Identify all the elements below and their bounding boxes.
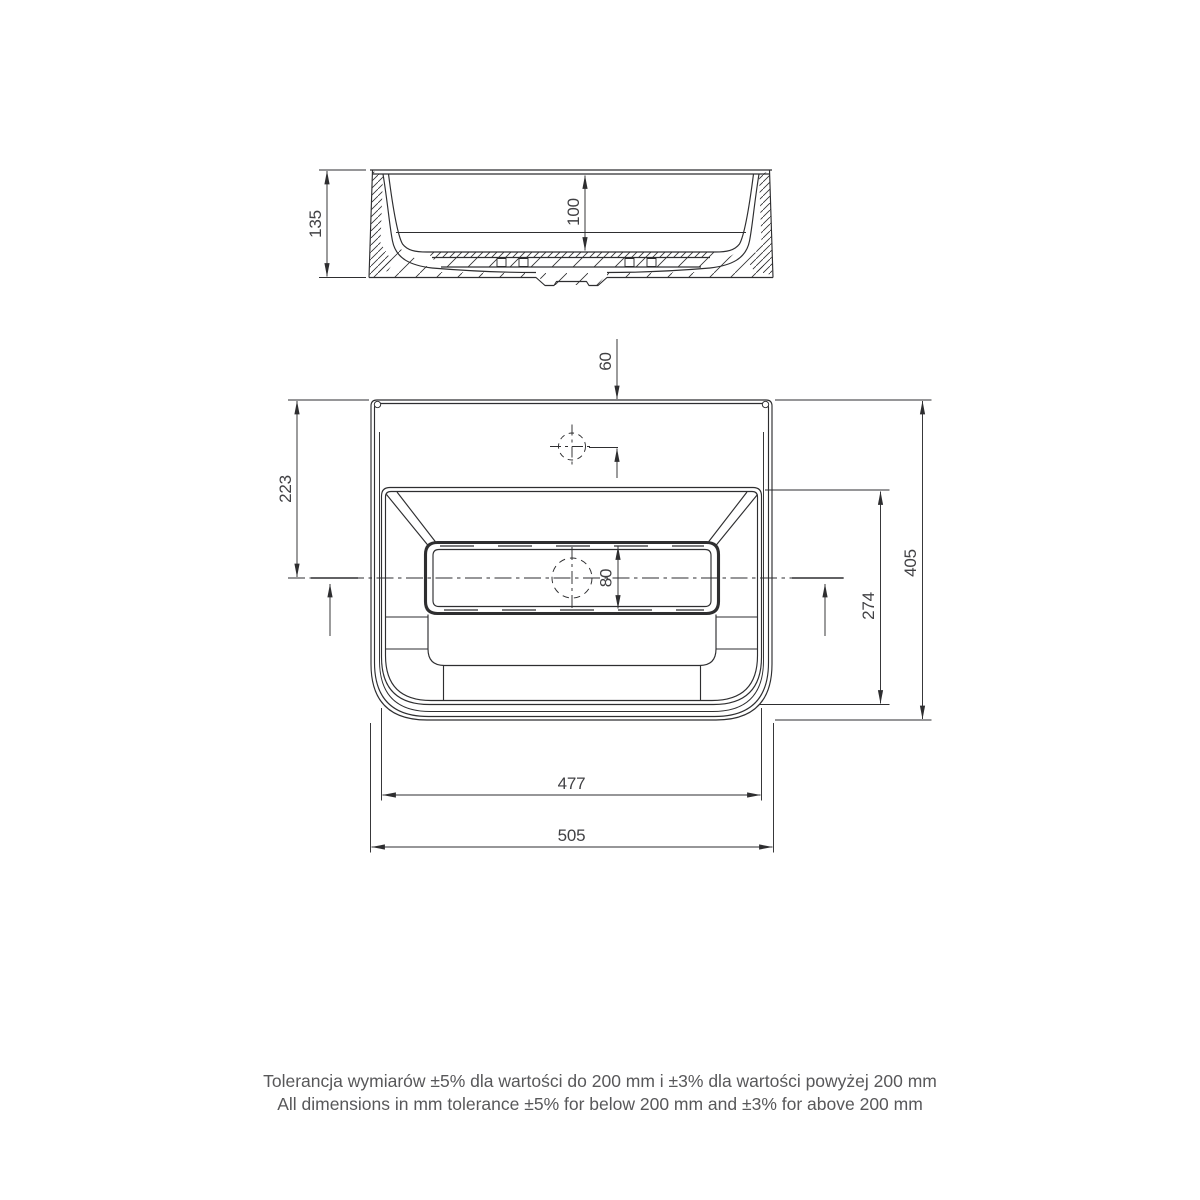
dim-total-height: [306, 170, 366, 278]
dim-rim-depth-label: 274: [859, 592, 878, 620]
dim-inner-width-label: 477: [557, 774, 586, 793]
dim-rim-depth: [759, 490, 890, 705]
dim-channel-width: [597, 547, 619, 609]
dim-total-width-label: 505: [557, 826, 586, 845]
basin-rim-outline: [382, 488, 762, 705]
plan-outline: [371, 400, 772, 720]
corner-radius-mark-right: [762, 401, 768, 407]
dim-total-depth-label: 405: [901, 549, 920, 577]
dim-total-height-label: 135: [306, 210, 325, 238]
dim-tap-hole-offset: [589, 339, 618, 478]
dim-channel-width-label: 80: [596, 568, 616, 588]
dim-front-to-center: [276, 400, 369, 577]
section-cut-arrow-left: [311, 578, 358, 636]
faucet-hole-mark: [550, 425, 594, 469]
plan-view: [276, 339, 932, 853]
tolerance-note-pl: Tolerancja wymiarów ±5% dla wartości do 200 mm i ±3% dla wartości powyżej 200 mm: [263, 1071, 937, 1091]
dim-inner-width: [382, 708, 762, 801]
dim-bowl-depth: [564, 176, 585, 251]
section-cut-arrow-right: [792, 578, 843, 636]
dim-front-to-center-label: 223: [276, 475, 295, 503]
dim-tap-hole-offset-label: 60: [596, 352, 615, 371]
section-view: [306, 170, 773, 286]
tolerance-note-en: All dimensions in mm tolerance ±5% for below 200 mm and ±3% for above 200 mm: [277, 1094, 923, 1114]
dim-bowl-depth-label: 100: [564, 198, 583, 226]
tolerance-note: [0, 1070, 1200, 1116]
section-outline: [369, 170, 773, 286]
dim-total-depth: [775, 400, 932, 720]
corner-radius-mark-left: [374, 401, 380, 407]
